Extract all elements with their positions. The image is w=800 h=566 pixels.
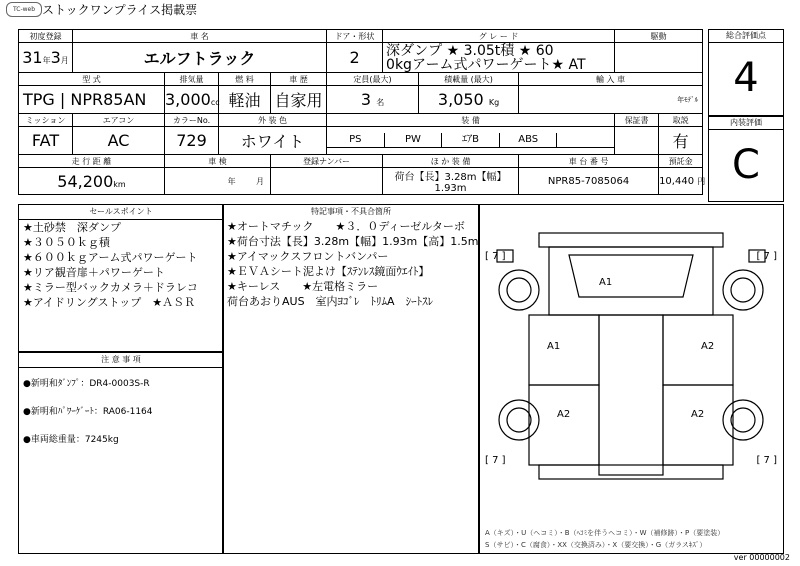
deposit-number: 10,440 xyxy=(659,175,695,187)
interior-rating-box xyxy=(708,116,784,202)
load-number: 3,050 xyxy=(437,90,484,109)
damage-mark-left-rear: A2 xyxy=(557,409,571,420)
label-manual: 取説 xyxy=(659,114,703,127)
special-remark-item: ★ＥＶＡシート泥よけ【ｽﾃﾝﾚｽ鏡面ｳｴｲﾄ】 xyxy=(227,265,430,278)
damage-diagram-panel xyxy=(478,204,784,554)
bed-center-shape xyxy=(599,315,663,475)
vehicle-info-table xyxy=(18,29,706,195)
bracket-top-left: [ 7 ] xyxy=(485,251,506,262)
note-item: ●新明和ﾀﾞﾝﾌﾟ：DR4-0003S-R xyxy=(23,379,150,389)
reg-number-value xyxy=(271,168,383,195)
label-drive: 駆動 xyxy=(615,30,703,43)
first-reg-year: 31 xyxy=(22,48,43,67)
sales-points-list xyxy=(19,220,223,310)
capacity-number: 3 xyxy=(360,90,372,109)
aircon-value: AC xyxy=(73,127,165,155)
special-remark-item: 荷台あおりAUS 室内ﾖｺﾞﾚ ﾄﾘﾑA ｼｰﾄｽﾚ xyxy=(227,295,434,308)
sales-point-item: ★土砂禁 深ダンプ xyxy=(23,221,121,234)
damage-mark-left-side: A1 xyxy=(547,341,561,352)
equipment-pw: PW xyxy=(385,133,443,147)
label-inspection: 車 検 xyxy=(165,155,271,168)
label-other-equipment: ほ か 装 備 xyxy=(383,155,519,168)
equipment-blank xyxy=(557,133,614,147)
label-history: 車 歴 xyxy=(271,73,327,86)
inspection-year-unit: 年 xyxy=(227,176,236,186)
interior-rating-label: 内装評価 xyxy=(709,117,783,130)
inspection-value xyxy=(165,168,271,195)
label-capacity: 定員(最大) xyxy=(327,73,419,86)
label-deposit: 預託金 xyxy=(659,155,703,168)
bracket-bottom-right: [ 7 ] xyxy=(756,455,777,466)
label-first-reg: 初度登録 xyxy=(19,30,73,43)
type-prefix: TPG xyxy=(23,90,55,109)
label-equipment: 装 備 xyxy=(327,114,615,127)
label-fuel: 燃 料 xyxy=(219,73,271,86)
drive-value xyxy=(615,43,703,73)
equipment-cell xyxy=(327,127,615,155)
car-name-value: エルフトラック xyxy=(73,43,327,73)
wheel-front-right xyxy=(723,270,763,310)
rear-bumper-shape xyxy=(539,465,723,479)
damage-mark-front: A1 xyxy=(599,277,613,288)
right-side-panel xyxy=(663,315,733,385)
left-side-panel xyxy=(529,315,599,385)
import-value: 年ﾓﾃﾞﾙ xyxy=(519,86,703,114)
wheel-front-left xyxy=(499,270,539,310)
wheel-rear-left xyxy=(499,400,539,440)
chassis-value: NPR85-7085064 xyxy=(519,168,659,195)
cab-shape xyxy=(549,247,713,315)
equipment-abs: ABS xyxy=(500,133,558,147)
equipment-airbag: ｴｱB xyxy=(442,133,500,147)
doors-value: 2 xyxy=(327,43,383,73)
first-reg-value xyxy=(19,43,73,73)
damage-mark-right-side: A2 xyxy=(701,341,715,352)
wheel-rear-right xyxy=(723,400,763,440)
month-unit: 月 xyxy=(60,56,69,65)
manual-value: 有 xyxy=(659,127,703,155)
overall-rating-value: 4 xyxy=(733,55,759,101)
overall-rating-box xyxy=(708,29,784,116)
history-value: 自家用 xyxy=(271,86,327,114)
load-unit: Kg xyxy=(488,98,500,107)
overall-rating-label: 総合評価点 xyxy=(709,30,783,43)
model-value: TPG | NPR85AN xyxy=(19,86,165,114)
label-aircon: エアコン xyxy=(73,114,165,127)
label-import: 輸 入 車 xyxy=(519,73,703,86)
label-doors: ドア・形状 xyxy=(327,30,383,43)
grade-value xyxy=(383,43,615,73)
label-warranty: 保証書 xyxy=(615,114,659,127)
damage-legend xyxy=(485,527,777,551)
left-rear-panel xyxy=(529,385,599,465)
special-remarks-list xyxy=(223,219,479,309)
first-reg-month: 3 xyxy=(50,48,61,67)
grade-line-2: 0kgアーム式パワーゲート★ AT xyxy=(386,56,586,73)
special-remarks-panel xyxy=(222,204,480,554)
bracket-bottom-left: [ 7 ] xyxy=(485,455,506,466)
label-color-no: カラーNo. xyxy=(165,114,219,127)
special-remark-item: ★オートマチック ★３．０ディーゼルターボ xyxy=(227,220,465,233)
label-reg-number: 登録ナンバー xyxy=(271,155,383,168)
fuel-value: 軽油 xyxy=(219,86,271,114)
notes-list xyxy=(19,376,223,445)
windshield-shape xyxy=(569,255,693,297)
mission-value: FAT xyxy=(19,127,73,155)
damage-mark-right-rear: A2 xyxy=(691,409,705,420)
displacement-value xyxy=(165,86,219,114)
deposit-value xyxy=(659,168,706,195)
displacement-unit: cc xyxy=(210,98,220,107)
mileage-value xyxy=(19,168,165,195)
note-item: ●車両総重量：7245kg xyxy=(23,435,119,445)
sales-points-panel xyxy=(18,204,224,352)
sales-point-item: ★３０５０ｋｇ積 xyxy=(23,236,110,249)
mileage-unit: km xyxy=(113,179,126,189)
version-label: ver 00000002 xyxy=(733,553,790,562)
tc-web-logo: TC-web xyxy=(6,2,42,17)
sales-point-item: ★アイドリングストップ ★ＡＳＲ xyxy=(23,296,196,309)
sales-point-item: ★リア観音扉＋パワーゲート xyxy=(23,266,165,279)
special-remark-item: ★キーレス ★左電格ミラー xyxy=(227,280,379,293)
label-grade: グ レ ー ド xyxy=(383,30,615,43)
exterior-value: ホワイト xyxy=(219,127,327,155)
other-equipment-value: 荷台【長】3.28m【幅】1.93m xyxy=(383,168,519,195)
load-value xyxy=(419,86,519,114)
label-load: 積載量 (最大) xyxy=(419,73,519,86)
special-remark-item: ★アイマックスフロントバンパー xyxy=(227,250,389,263)
bracket-top-right: [ 7 ] xyxy=(756,251,777,262)
deposit-unit: 円 xyxy=(697,176,706,186)
sales-points-title: セールスポイント xyxy=(19,205,223,220)
legend-line-2: S（サビ）・C（腐食）・XX（交換済み）・X（要交換）・G（ガラスｷｽﾞ） xyxy=(485,541,707,549)
label-mileage: 走 行 距 離 xyxy=(19,155,165,168)
sales-point-item: ★ミラー型バックカメラ＋ドラレコ xyxy=(23,281,198,294)
inspection-month-unit: 月 xyxy=(256,176,264,186)
label-type: 型 式 xyxy=(19,73,165,86)
page-title: ストックワンプライス掲載票 xyxy=(42,3,198,17)
equipment-ps: PS xyxy=(327,133,385,147)
grade-line-1: 深ダンプ ★ 3.05t積 ★ 60 xyxy=(386,42,554,59)
capacity-unit: 名 xyxy=(376,98,385,107)
special-remarks-title: 特記事項・不具合箇所 xyxy=(311,207,391,216)
displacement-number: 3,000 xyxy=(165,90,211,109)
label-mission: ミッション xyxy=(19,114,73,127)
front-bumper-shape xyxy=(539,233,723,247)
year-unit: 年 xyxy=(42,56,51,65)
note-item: ●新明和ﾊﾟﾜｰｹﾞｰﾄ：RA06-1164 xyxy=(23,407,153,417)
label-chassis: 車 台 番 号 xyxy=(519,155,659,168)
model-code: NPR85AN xyxy=(70,90,147,109)
notes-title: 注 意 事 項 xyxy=(19,353,223,368)
special-remark-item: ★荷台寸法【長】3.28m【幅】1.93m【高】1.5m xyxy=(227,235,479,248)
sales-point-item: ★６００ｋｇアーム式パワーゲート xyxy=(23,251,198,264)
mileage-number: 54,200 xyxy=(57,171,114,191)
interior-rating-value: C xyxy=(732,142,760,188)
label-displacement: 排気量 xyxy=(165,73,219,86)
color-no-value: 729 xyxy=(165,127,219,155)
truck-diagram xyxy=(479,205,783,505)
legend-line-1: A（キズ）・U（ヘコミ）・B（ﾍｺﾐを伴うヘコミ）・W（補修跡）・P（要塗装） xyxy=(485,529,725,537)
label-exterior: 外 装 色 xyxy=(219,114,327,127)
notes-panel xyxy=(18,352,224,554)
right-rear-panel xyxy=(663,385,733,465)
warranty-value xyxy=(615,127,659,155)
label-car-name: 車 名 xyxy=(73,30,327,43)
capacity-value xyxy=(327,86,419,114)
